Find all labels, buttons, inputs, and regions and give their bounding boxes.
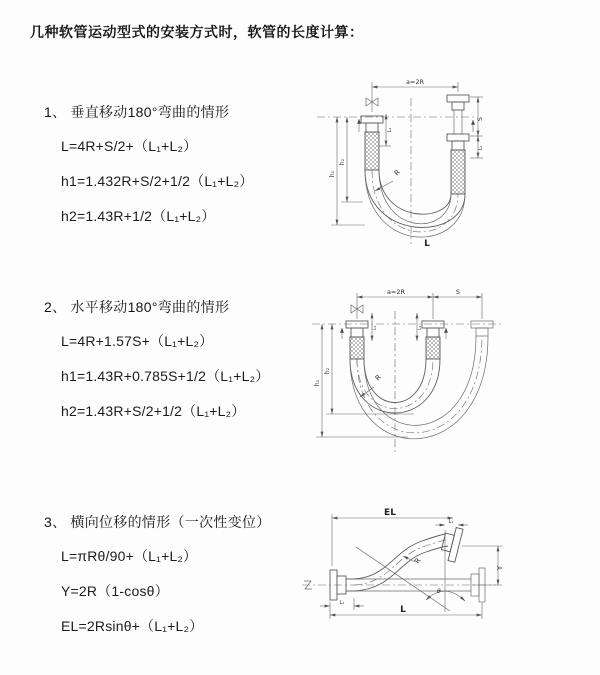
dimension-label-h2: h₂ <box>324 367 331 375</box>
angle-label-theta: θ <box>437 588 441 595</box>
dimension-label-y: Y <box>496 565 504 571</box>
diagram-lateral-displacement <box>298 500 600 648</box>
radius-label: R <box>392 168 402 178</box>
dimension-label-l1-right: L₁ <box>478 145 484 151</box>
shifted-hose-fitting <box>471 321 493 336</box>
section-horizontal-180 <box>44 297 269 428</box>
right-hose-fitting <box>447 95 469 194</box>
section-heading <box>44 512 271 538</box>
section-heading <box>44 297 269 323</box>
hose-s-curve <box>354 534 448 591</box>
section-heading-text: 垂直移动180°弯曲的情形 <box>70 104 230 120</box>
formula-line: h2=1.43R+1/2（L₁+L₂） <box>61 207 216 224</box>
length-label-l: L <box>400 605 406 615</box>
section-lateral-displacement <box>44 512 271 643</box>
displaced-flange <box>439 525 463 562</box>
formula-line: Y=2R（1-cosθ） <box>61 582 169 599</box>
formula-line: L=4R+S/2+（L₁+L₂） <box>61 137 198 154</box>
section-number: 1、 <box>44 104 67 120</box>
dimension-label-s: S <box>476 116 484 122</box>
dimension-label-h2: h₂ <box>339 158 346 166</box>
formula-list <box>61 323 269 428</box>
section-heading-text: 横向位移的情形（一次性变位） <box>70 514 271 530</box>
page-title: 几种软管运动型式的安装方式时，软管的长度计算： <box>30 24 364 40</box>
hose-u-curves <box>365 170 465 237</box>
formula-line: h1=1.432R+S/2+1/2（L₁+L₂） <box>61 172 254 189</box>
radius-label: R <box>413 556 423 566</box>
dimension-label-l1: L₁ <box>418 325 423 331</box>
formula-line: h1=1.43R+0.785S+1/2（L₁+L₂） <box>61 367 270 384</box>
dimension-label-h1: h₁ <box>329 170 336 178</box>
formula-list <box>61 128 253 233</box>
section-number: 3、 <box>44 514 67 530</box>
formula-line: L=4R+1.57S+（L₁+L₂） <box>61 332 214 349</box>
section-heading <box>44 102 253 128</box>
formula-line: h2=1.43R+S/2+1/2（L₁+L₂） <box>61 402 246 419</box>
section-number: 2、 <box>44 299 67 315</box>
formula-line: EL=2Rsinθ+（L₁+L₂） <box>61 617 204 634</box>
section-vertical-180 <box>44 102 253 233</box>
dimension-label-l1: L₁ <box>373 325 378 331</box>
section-heading-text: 水平移动180°弯曲的情形 <box>70 299 230 315</box>
formula-line: L=πRθ/90+（L₁+L₂） <box>61 547 198 564</box>
dimension-label-a2r: a=2R <box>405 78 425 86</box>
length-label-l: L <box>424 239 430 249</box>
left-hose-fitting <box>361 116 383 170</box>
formula-list <box>61 538 271 643</box>
dimension-label-l1-top: L₁ <box>448 519 454 525</box>
dimension-label-el: EL <box>384 508 396 518</box>
dimension-label-s: S <box>455 288 461 296</box>
dimension-label-l1-left: L₁ <box>387 127 393 133</box>
dimension-label-a2r: a=2R <box>386 288 406 296</box>
dimension-label-h1: h₁ <box>314 379 321 387</box>
middle-hose-fitting <box>422 321 444 359</box>
dimension-label-l1-bottom: L₁ <box>339 600 345 606</box>
angle-arc <box>426 591 465 601</box>
diagram-vertical-180 <box>315 72 595 257</box>
diagram-horizontal-180 <box>308 283 600 468</box>
radius-label: R <box>373 373 383 383</box>
left-hose-fitting <box>346 321 368 359</box>
